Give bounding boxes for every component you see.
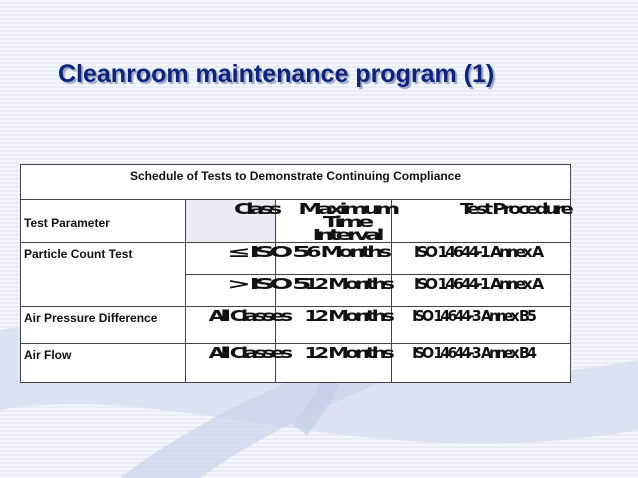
cell-interval: 6 Months (276, 243, 392, 275)
cell-procedure: ISO 14644-3 Annex B5 (392, 307, 571, 344)
cell-procedure: ISO 14644-1 Annex A (392, 275, 571, 307)
cell-class: > ISO 5 (186, 275, 276, 307)
cell-class: All Classes (186, 307, 276, 344)
header-test-parameter: Test Parameter (21, 200, 186, 243)
header-test-procedure: Test Procedure (392, 200, 571, 243)
compliance-test-schedule-table (20, 164, 571, 383)
table-row (21, 307, 571, 344)
cell-procedure: ISO 14644-1 Annex A (392, 243, 571, 275)
cell-class: ≤ ISO 5 (186, 243, 276, 275)
table-header-row (21, 200, 571, 243)
param-air-flow: Air Flow (21, 344, 186, 383)
param-particle-count: Particle Count Test (21, 243, 186, 307)
table-row (21, 243, 571, 275)
cell-interval: 12 Months (276, 307, 392, 344)
table-row (21, 344, 571, 383)
param-air-pressure-difference: Air Pressure Difference (21, 307, 186, 344)
cell-interval: 12 Months (276, 344, 392, 383)
slide-title: Cleanroom maintenance program (1) (58, 60, 495, 88)
cell-class: All Classes (186, 344, 276, 383)
header-max-time-interval: Maximum Time Interval (276, 200, 392, 243)
table-caption: Schedule of Tests to Demonstrate Continuing Compliance (21, 165, 571, 200)
header-class: Class (186, 200, 276, 243)
cell-procedure: ISO 14644-3 Annex B4 (392, 344, 571, 383)
cell-interval: 12 Months (276, 275, 392, 307)
